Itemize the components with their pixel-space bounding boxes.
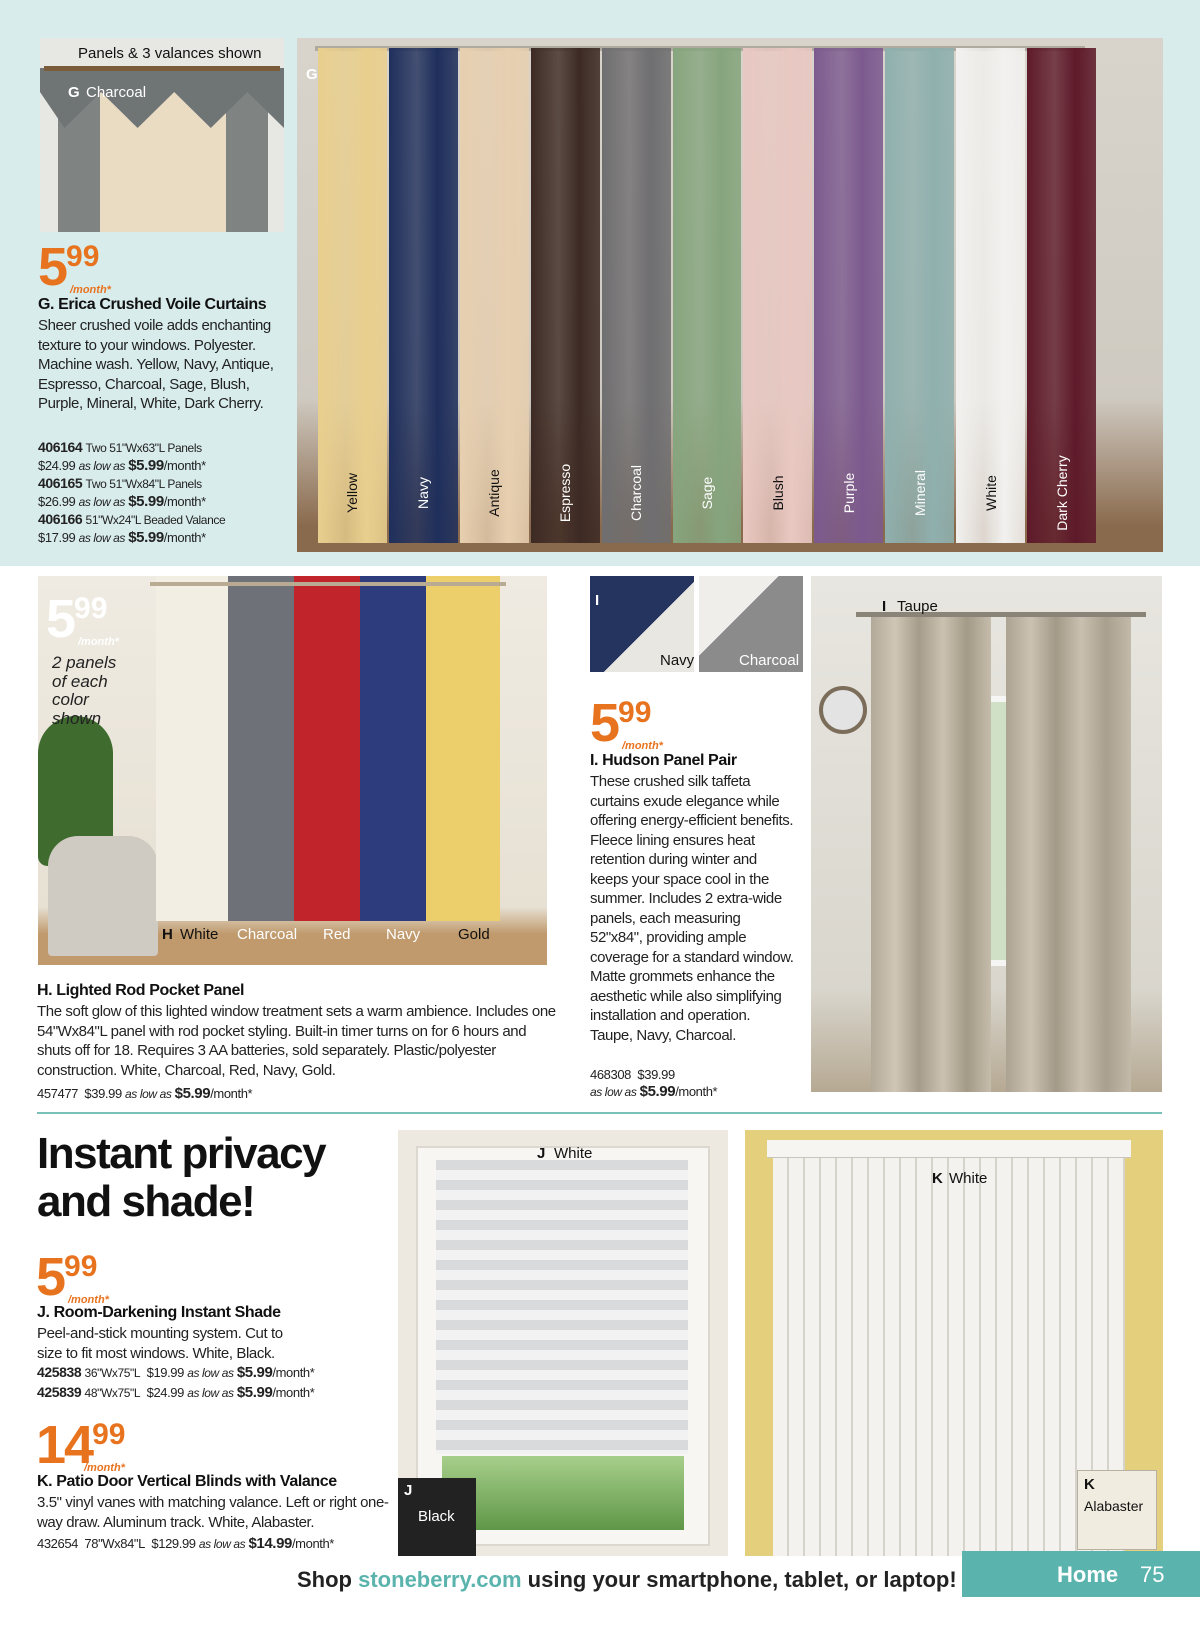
price-per: /month* (68, 1294, 109, 1306)
vertical-blinds-photo (745, 1130, 1163, 1556)
lighted-panel-photo (38, 576, 547, 965)
curtain-color-label: Sage (698, 476, 715, 510)
sku-list-g (38, 439, 283, 547)
price-cents: 99 (92, 1418, 126, 1451)
k-photo-label-color: White (949, 1170, 988, 1187)
curtain-panel (956, 48, 1025, 543)
price-dollars: 5 (46, 589, 75, 649)
h-photo-label: Navy (386, 926, 421, 943)
k-swatch-label-color: Alabaster (1084, 1498, 1144, 1514)
inset-label-letter: G (68, 84, 80, 101)
sku-name: Two 51"Wx63"L Panels (85, 441, 202, 455)
sku-as-low: as low as (590, 1085, 637, 1099)
inset-label-color: Charcoal (86, 84, 147, 101)
sku-name: 78"Wx84"L (84, 1536, 145, 1551)
sku-per: /month* (272, 1385, 315, 1400)
curtain-color-label: Mineral (911, 470, 928, 516)
k-blinds (773, 1148, 1125, 1556)
sku-price: $24.99 (146, 1385, 184, 1400)
price-dollars: 5 (590, 693, 619, 753)
h-rod (150, 582, 506, 586)
product-description-i: These crushed silk taffeta curtains exude elegance while offering energy-efficient benefits. Fleece lining ensures heat retention during winter and keeps your space cool in the summer. Includes 2 extra-wide panels, each measuring 52"x84", providing ample coverage for a standard window. Matte grommets enhance the aesthetic while also simplifying installation and operation. Taupe, Navy, Charcoal. (590, 773, 794, 1044)
k-photo-label-letter: K (932, 1170, 943, 1187)
swatch-label-navy: Navy (660, 652, 695, 669)
sku-monthly: $5.99 (174, 1085, 211, 1102)
sku-list-j (37, 1364, 314, 1404)
price-k (36, 1415, 126, 1475)
sku-row (37, 1384, 314, 1402)
sku-per: /month* (163, 530, 206, 545)
sku-price: $39.99 (637, 1067, 675, 1082)
curtain-color-label: Espresso (557, 463, 574, 523)
i-right-drape (1006, 616, 1131, 1092)
sku-monthly: $5.99 (639, 1083, 676, 1100)
i-photo-label-color: Taupe (897, 598, 938, 615)
sku-price: $26.99 (38, 494, 76, 509)
curtain-g-inset-photo (40, 38, 284, 232)
section-name: Home (1057, 1562, 1119, 1587)
curtain-color-label: Yellow (344, 473, 361, 513)
price-cents: 99 (618, 696, 652, 729)
sku-as-low: as low as (187, 1366, 234, 1380)
h-panel-charcoal (228, 576, 294, 921)
sku-per: /month* (163, 494, 206, 509)
product-description-k: 3.5" vinyl vanes with matching valance. Left or right one-way draw. Aluminum track. White, Alabaster. (37, 1494, 389, 1531)
product-title-j: J. Room-Darkening Instant Shade (37, 1304, 281, 1321)
j-photo-label-letter: J (537, 1145, 546, 1162)
sku-as-low: as low as (78, 495, 126, 509)
curtain-color-label: Blush (769, 475, 786, 511)
sku-line (38, 439, 283, 457)
price-dollars: 5 (36, 1247, 65, 1307)
sku-number: 406164 (38, 439, 83, 455)
sku-name: 48"Wx75"L (84, 1386, 141, 1400)
sku-price: $17.99 (38, 530, 76, 545)
sku-number: 406165 (38, 475, 83, 491)
sku-h (37, 1085, 252, 1103)
sku-row (37, 1364, 314, 1382)
headline: Instant privacy and shade! (37, 1129, 326, 1226)
j-garden-view (442, 1456, 684, 1530)
price-cents: 99 (64, 1250, 98, 1283)
inset-caption: Panels & 3 valances shown (78, 45, 262, 62)
swatch-label-charcoal: Charcoal (739, 652, 800, 669)
sku-line (38, 511, 283, 529)
sku-number: 425839 (37, 1384, 82, 1400)
sku-price-line (38, 457, 283, 475)
j-photo-label-color: White (554, 1145, 593, 1162)
price-dollars: 5 (38, 237, 67, 297)
sku-monthly: $5.99 (236, 1384, 273, 1401)
curtain-color-label: Dark Cherry (1053, 455, 1070, 531)
sku-price: $39.99 (84, 1086, 122, 1101)
product-description-g: Sheer crushed voile adds enchanting texture to your windows. Polyester. Machine wash. Yellow, Navy, Antique, Espresso, Charcoal, Sage, Blush, Purple, Mineral, White, Dark Cherry. (38, 317, 274, 412)
sku-number: 468308 (590, 1067, 631, 1082)
k-valance (767, 1140, 1131, 1158)
inset-rod (44, 66, 280, 71)
sku-as-low: as low as (78, 459, 126, 473)
sku-monthly: $5.99 (236, 1364, 273, 1381)
sku-name: 36"Wx75"L (84, 1366, 141, 1380)
hudson-panel-photo (811, 576, 1162, 1092)
h-note: 2 panels of each color shown (52, 653, 117, 728)
sku-as-low: as low as (198, 1537, 246, 1551)
sku-name: Two 51"Wx84"L Panels (85, 477, 202, 491)
sku-k (37, 1535, 334, 1553)
sku-price: $19.99 (146, 1365, 184, 1380)
curtain-panel (318, 48, 387, 543)
sku-monthly: $14.99 (248, 1535, 292, 1552)
section-tab (962, 1551, 1200, 1597)
curtain-color-label: Purple (840, 472, 857, 514)
sku-number: 457477 (37, 1086, 78, 1101)
sku-price: $129.99 (151, 1536, 196, 1551)
curtain-panel (814, 48, 883, 543)
sku-number: 406166 (38, 511, 83, 527)
h-panel-gold (426, 576, 500, 921)
sku-price-line (38, 529, 283, 547)
curtain-panel (531, 48, 600, 543)
page-number: 75 (1140, 1562, 1165, 1587)
instant-shade-photo (398, 1130, 728, 1556)
footer-rest: using your smartphone, tablet, or laptop! (527, 1567, 957, 1592)
sku-per: /month* (163, 458, 206, 473)
sku-number: 425838 (37, 1364, 82, 1380)
sku-line (38, 475, 283, 493)
price-j (36, 1247, 109, 1307)
curtain-panel (389, 48, 458, 543)
price-per: /month* (78, 636, 119, 648)
price-per: /month* (84, 1462, 125, 1474)
section-divider (37, 1112, 1162, 1114)
h-photo-label: Charcoal (237, 926, 298, 943)
curtain-color-label: White (982, 475, 999, 511)
curtain-color-label: Navy (415, 477, 432, 509)
h-photo-label: H (162, 926, 173, 943)
curtain-color-label: Antique (486, 469, 503, 517)
product-title-k: K. Patio Door Vertical Blinds with Valance (37, 1473, 337, 1490)
curtain-panel (885, 48, 954, 543)
price-cents: 99 (66, 240, 100, 273)
price-per: /month* (622, 740, 663, 752)
h-photo-label: Gold (458, 926, 490, 943)
h-panel-white (156, 576, 228, 921)
h-chair (48, 836, 158, 956)
product-description-h: The soft glow of this lighted window treatment sets a warm ambience. Includes one 54"Wx84"L panel with rod pocket styling. Built-in timer turns on for 6 hours and shuts off for 18. Requires 3 AA batteries, sold separately. Plastic/polyester construction. White, Charcoal, Red, Navy, Gold. (37, 1003, 556, 1079)
swatch-label-letter: I (595, 592, 600, 609)
sku-per: /month* (675, 1084, 718, 1099)
sku-monthly: $5.99 (128, 529, 164, 546)
curtain-panel (602, 48, 671, 543)
sku-monthly: $5.99 (128, 457, 164, 474)
j-swatch-label-color: Black (418, 1508, 455, 1525)
sku-number: 432654 (37, 1536, 78, 1551)
sku-monthly: $5.99 (128, 493, 164, 510)
h-photo-label: White (180, 926, 219, 943)
j-swatch-label-letter: J (404, 1482, 413, 1499)
product-title-g: G. Erica Crushed Voile Curtains (38, 296, 267, 313)
sku-per: /month* (210, 1086, 253, 1101)
sku-name: 51"Wx24"L Beaded Valance (85, 513, 226, 527)
sku-as-low: as low as (187, 1386, 234, 1400)
price-i (590, 693, 663, 753)
sku-as-low: as low as (78, 531, 126, 545)
price-cents: 99 (74, 592, 108, 625)
i-mirror (819, 686, 867, 734)
curtain-panel (743, 48, 812, 543)
footer-site-link[interactable]: stoneberry.com (358, 1567, 522, 1592)
product-description-j: Peel-and-stick mounting system. Cut to size to fit most windows. White, Black. (37, 1325, 283, 1362)
footer-shop: Shop (297, 1567, 352, 1592)
i-photo-label-letter: I (882, 598, 887, 615)
sku-per: /month* (272, 1365, 315, 1380)
price-per: /month* (70, 284, 111, 296)
footer-promo (297, 1567, 957, 1593)
main-photo-label: G (306, 66, 318, 83)
curtain-panel (1027, 48, 1096, 543)
sku-price: $24.99 (38, 458, 76, 473)
product-title-h: H. Lighted Rod Pocket Panel (37, 982, 245, 999)
price-g (38, 237, 111, 297)
sku-price-line (38, 493, 283, 511)
sku-per: /month* (291, 1536, 334, 1551)
h-photo-label: Red (323, 926, 351, 943)
price-dollars: 14 (36, 1415, 93, 1475)
k-swatch-label-letter: K (1084, 1476, 1095, 1493)
curtain-color-label: Charcoal (628, 464, 645, 522)
sku-as-low: as low as (125, 1087, 172, 1101)
curtain-panel (460, 48, 529, 543)
product-title-i: I. Hudson Panel Pair (590, 752, 737, 769)
curtain-panel (673, 48, 742, 543)
sku-i (590, 1066, 805, 1101)
h-panel-navy (360, 576, 426, 921)
i-left-drape (871, 616, 991, 1092)
h-panel-red (294, 576, 360, 921)
price-h (46, 589, 119, 649)
j-shade (436, 1160, 688, 1454)
